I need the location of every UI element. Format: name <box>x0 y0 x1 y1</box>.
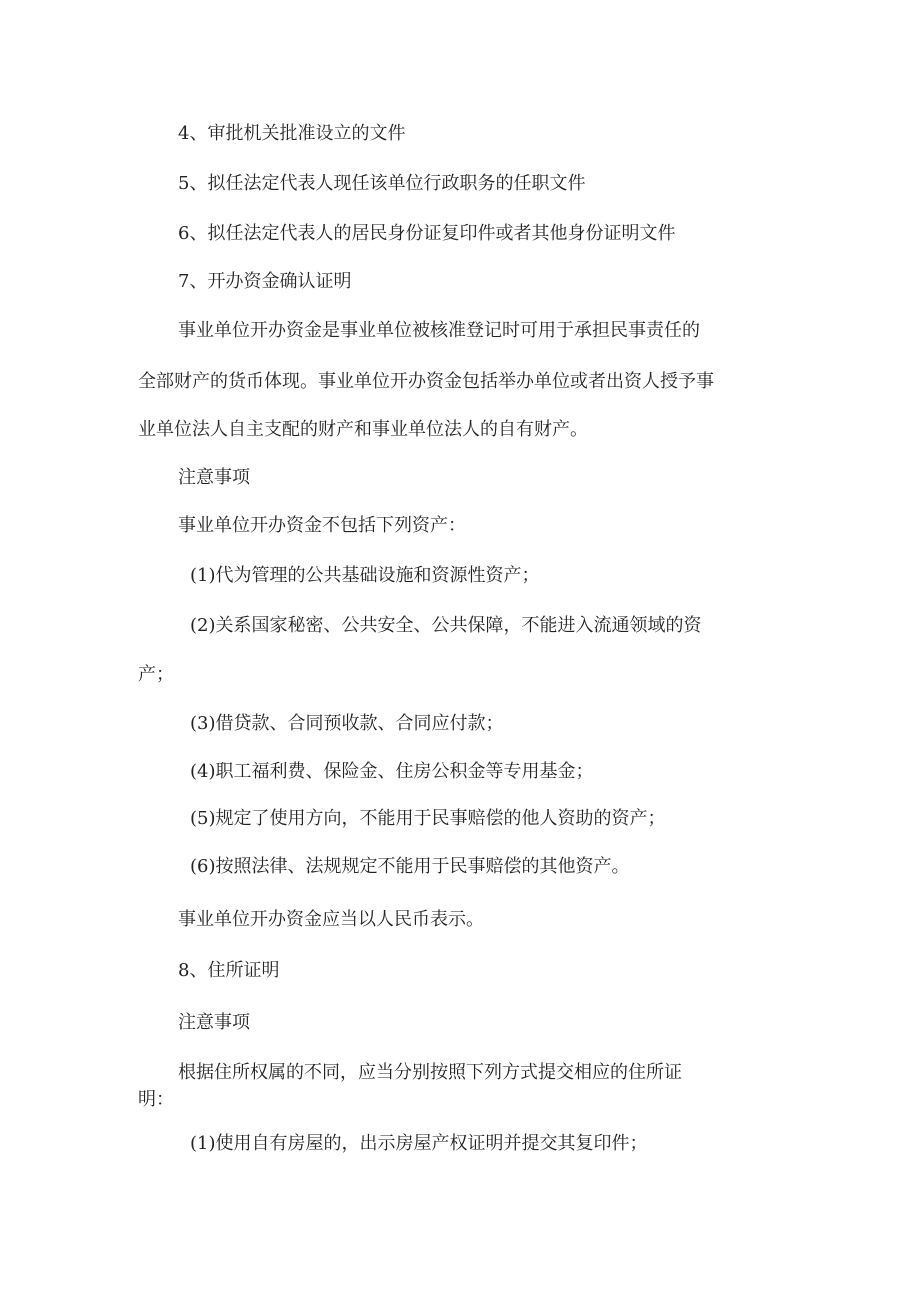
sub-list-item-2: (2)关系国家秘密、公共安全、公共保障，不能进入流通领域的资 <box>190 615 702 636</box>
paragraph-line: 事业单位开办资金是事业单位被核准登记时可用于承担民事责任的 <box>178 320 700 341</box>
section-heading: 注意事项 <box>178 1012 250 1033</box>
sub-list-item-5: (5)规定了使用方向，不能用于民事赔偿的他人资助的资产； <box>190 808 666 829</box>
paragraph-line: 事业单位开办资金应当以人民币表示。 <box>178 909 484 930</box>
paragraph-line: 业单位法人自主支配的财产和事业单位法人的自有财产。 <box>138 419 588 440</box>
sub-list-item-1: (1)代为管理的公共基础设施和资源性资产； <box>190 565 540 586</box>
list-item-8: 8、住所证明 <box>178 960 280 981</box>
sub-list-item-2-continuation: 产； <box>138 664 174 685</box>
paragraph-line-continuation: 明： <box>138 1089 174 1110</box>
list-item-6: 6、拟任法定代表人的居民身份证复印件或者其他身份证明文件 <box>178 223 676 244</box>
sub-list-item-6: (6)按照法律、法规规定不能用于民事赔偿的其他资产。 <box>190 856 630 877</box>
list-item-5: 5、拟任法定代表人现任该单位行政职务的任职文件 <box>178 173 586 194</box>
sub-list-item-4: (4)职工福利费、保险金、住房公积金等专用基金； <box>190 761 594 782</box>
paragraph-line: 全部财产的货币体现。事业单位开办资金包括举办单位或者出资人授予事 <box>138 371 714 392</box>
section-heading: 注意事项 <box>178 467 250 488</box>
sub-list-item-1: (1)使用自有房屋的，出示房屋产权证明并提交其复印件； <box>190 1133 648 1154</box>
sub-list-item-3: (3)借贷款、合同预收款、合同应付款； <box>190 713 504 734</box>
paragraph-line: 事业单位开办资金不包括下列资产： <box>178 515 466 536</box>
list-item-7: 7、开办资金确认证明 <box>178 271 352 292</box>
list-item-4: 4、审批机关批准设立的文件 <box>178 123 406 144</box>
paragraph-line: 根据住所权属的不同，应当分别按照下列方式提交相应的住所证 <box>178 1062 682 1083</box>
